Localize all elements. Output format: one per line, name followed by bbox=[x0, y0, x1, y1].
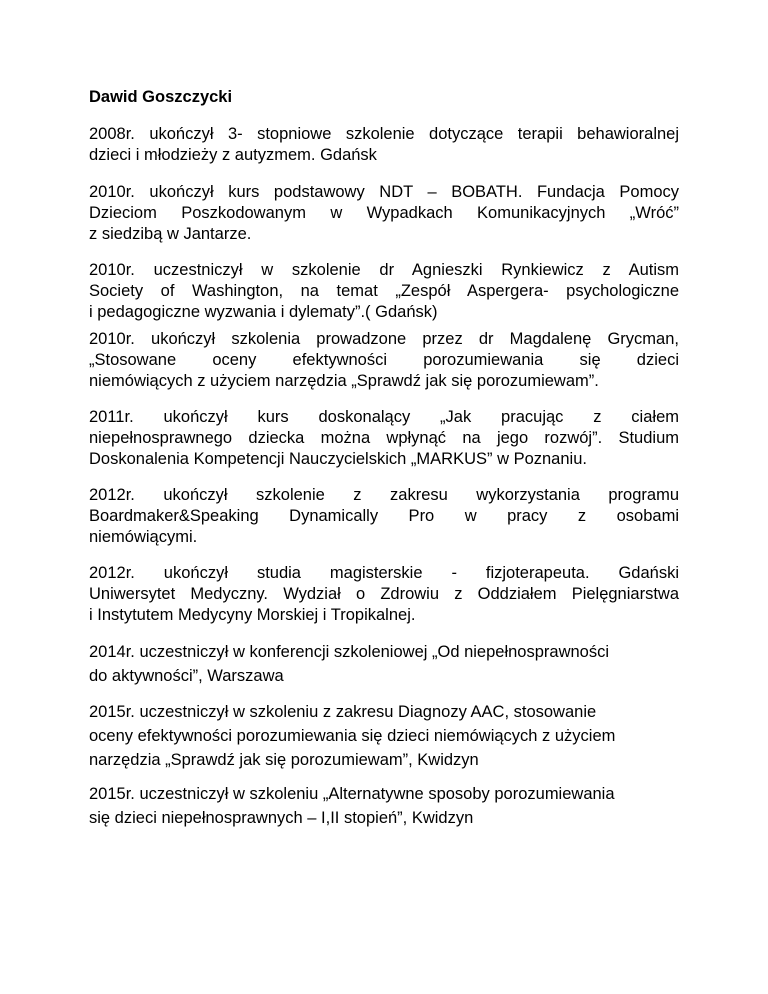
qualification-entry-2012-boardmaker bbox=[89, 485, 679, 548]
entry-line: niemówiącymi. bbox=[89, 528, 198, 546]
entry-line: Uniwersytet Medyczny. Wydział o Zdrowiu z Oddziałem Pielęgniarstwa bbox=[89, 585, 679, 603]
entry-line: Dzieciom Poszkodowanym w Wypadkach Komunikacyjnych „Wróć” bbox=[89, 204, 679, 222]
entry-line: 2015r. uczestniczył w szkoleniu „Alternatywne sposoby porozumiewania bbox=[89, 785, 615, 803]
qualification-entry-2012-studies bbox=[89, 563, 679, 626]
entry-line: 2012r. ukończył szkolenie z zakresu wykorzystania programu bbox=[89, 486, 679, 504]
qualification-entry-2010-grycman bbox=[89, 329, 679, 392]
entry-line: niepełnosprawnego dziecka można wpłynąć na jego rozwój”. Studium bbox=[89, 429, 679, 447]
entry-line: 2015r. uczestniczył w szkoleniu z zakresu Diagnozy AAC, stosowanie bbox=[89, 703, 597, 721]
entry-line: dzieci i młodzieży z autyzmem. Gdańsk bbox=[89, 146, 377, 164]
qualification-entry-2010-ndt bbox=[89, 182, 679, 245]
qualification-entry-2015-aac bbox=[89, 700, 679, 772]
entry-line: 2010r. ukończył kurs podstawowy NDT – BOBATH. Fundacja Pomocy bbox=[89, 183, 679, 201]
entry-line: Society of Washington, na temat „Zespół Aspergera- psychologiczne bbox=[89, 282, 679, 300]
qualification-entry-2010-asperger bbox=[89, 260, 679, 323]
entry-line: Doskonalenia Kompetencji Nauczycielskich „MARKUS” w Poznaniu. bbox=[89, 450, 587, 468]
qualification-entry-2008 bbox=[89, 124, 679, 166]
entry-line: i pedagogiczne wyzwania i dylematy”.( Gdańsk) bbox=[89, 303, 438, 321]
entry-line: do aktywności”, Warszawa bbox=[89, 667, 284, 685]
entry-line: Boardmaker&Speaking Dynamically Pro w pracy z osobami bbox=[89, 507, 679, 525]
entry-line: narzędzia „Sprawdź jak się porozumiewam”, Kwidzyn bbox=[89, 751, 479, 769]
entry-line: się dzieci niepełnosprawnych – I,II stopień”, Kwidzyn bbox=[89, 809, 474, 827]
qualification-entry-2014 bbox=[89, 640, 679, 688]
entry-line: z siedzibą w Jantarze. bbox=[89, 225, 252, 243]
entry-line: 2014r. uczestniczył w konferencji szkoleniowej „Od niepełnosprawności bbox=[89, 643, 610, 661]
qualification-entry-2011 bbox=[89, 407, 679, 470]
entry-line: i Instytutem Medycyny Morskiej i Tropikalnej. bbox=[89, 606, 416, 624]
entry-line: 2010r. uczestniczył w szkolenie dr Agnieszki Rynkiewicz z Autism bbox=[89, 261, 679, 279]
entry-line: 2008r. ukończył 3- stopniowe szkolenie dotyczące terapii behawioralnej bbox=[89, 125, 679, 143]
entry-line: 2012r. ukończył studia magisterskie - fizjoterapeuta. Gdański bbox=[89, 564, 679, 582]
entry-line: oceny efektywności porozumiewania się dzieci niemówiących z użyciem bbox=[89, 727, 616, 745]
entry-line: 2011r. ukończył kurs doskonalący „Jak pracując z ciałem bbox=[89, 408, 679, 426]
entry-line: 2010r. ukończył szkolenia prowadzone przez dr Magdalenę Grycman, bbox=[89, 330, 679, 348]
document-title: Dawid Goszczycki bbox=[89, 88, 233, 106]
entry-line: „Stosowane oceny efektywności porozumiewania się dzieci bbox=[89, 351, 679, 369]
qualification-entry-2015-alternative bbox=[89, 782, 679, 830]
entry-line: niemówiących z użyciem narzędzia „Sprawdź jak się porozumiewam”. bbox=[89, 372, 599, 390]
